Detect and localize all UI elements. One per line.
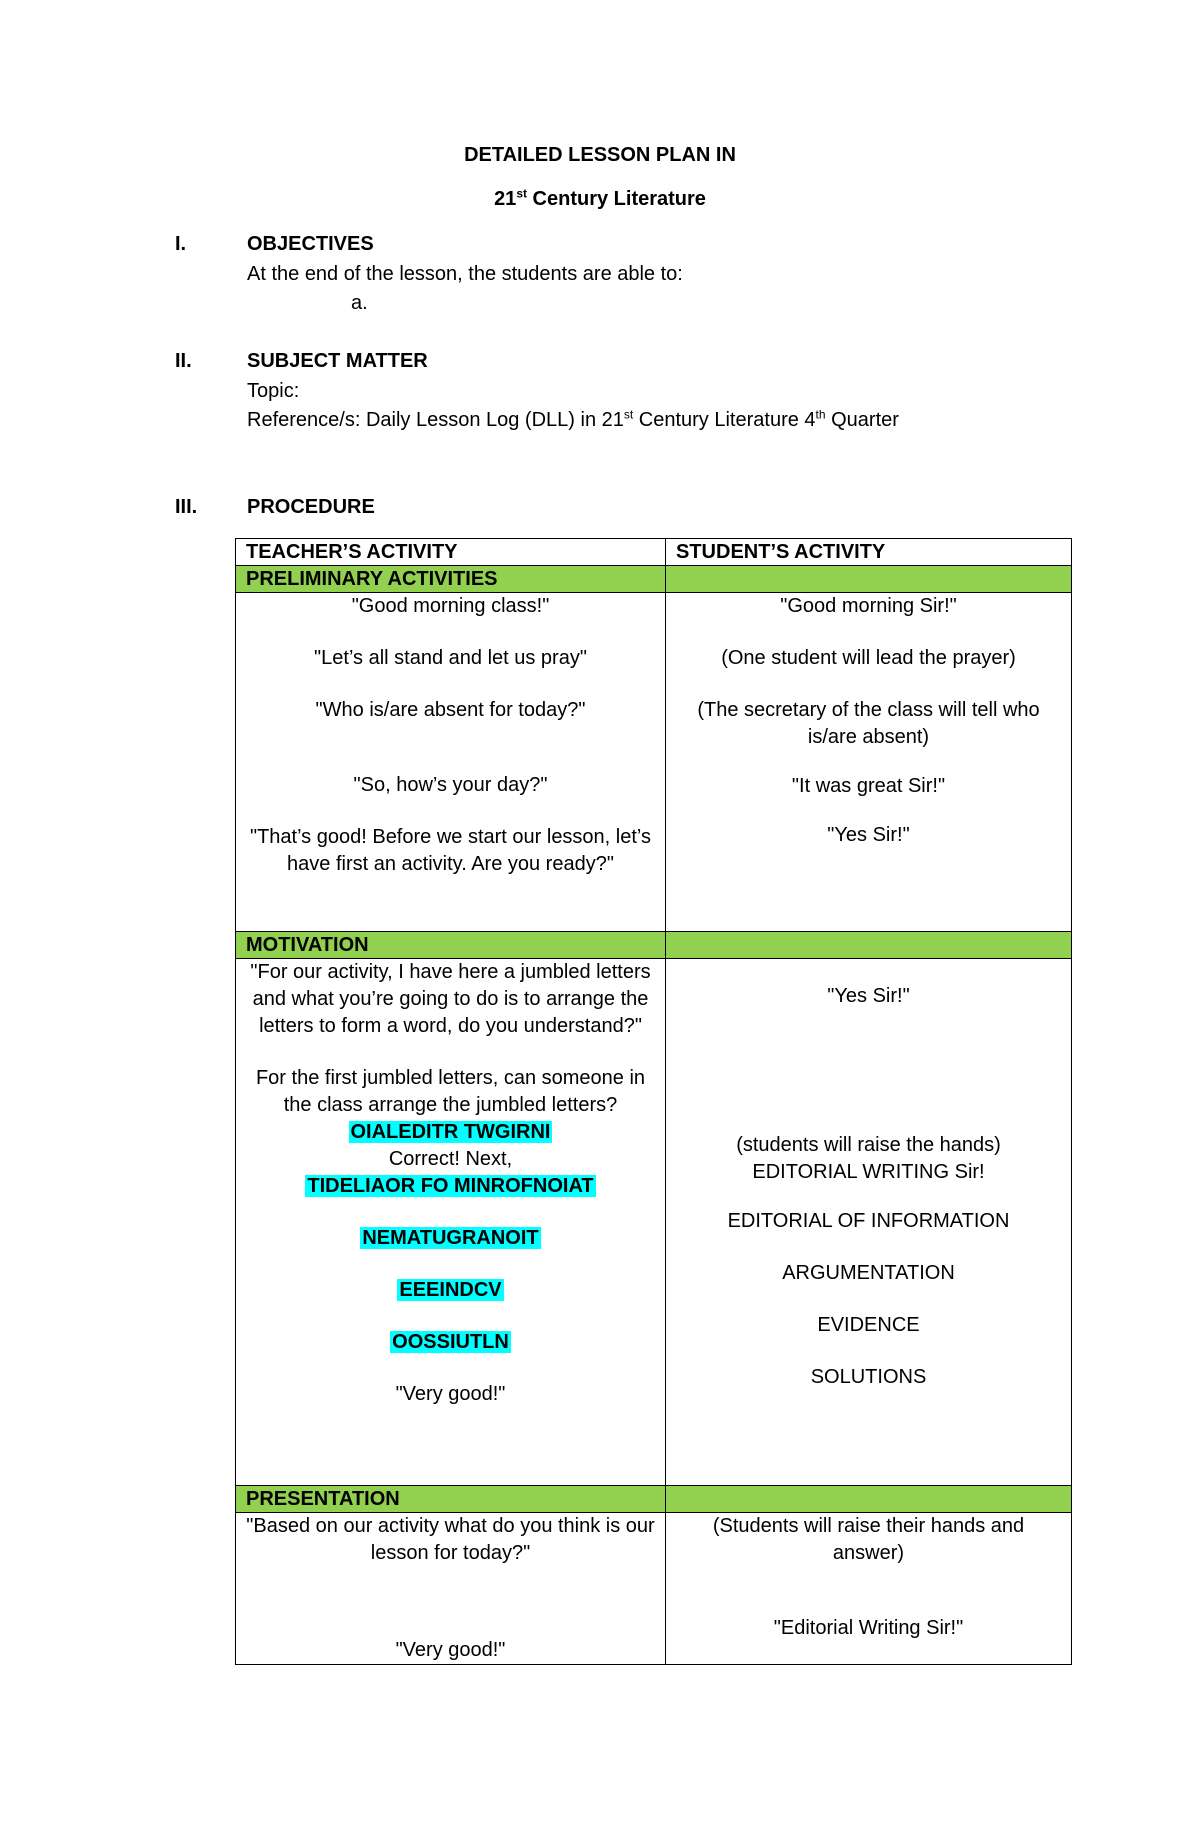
- presentation-teacher-line: "Very good!": [395, 1639, 506, 1661]
- presentation-label: PRESENTATION: [236, 1486, 666, 1513]
- preliminary-row: [236, 593, 1072, 932]
- section-number-3: III.: [175, 496, 198, 518]
- reference-line: [247, 409, 899, 432]
- reference-text-a: Reference/s: Daily Lesson Log (DLL) in 21: [247, 409, 624, 431]
- presentation-band-empty: [666, 1486, 1072, 1513]
- motivation-student-line: EVIDENCE: [817, 1314, 920, 1336]
- preliminary-label: PRELIMINARY ACTIVITIES: [236, 566, 666, 593]
- section-number-1: I.: [175, 233, 187, 255]
- preliminary-teacher-line: "Let’s all stand and let us pray": [314, 647, 587, 669]
- student-activity-header: STUDENT’S ACTIVITY: [666, 539, 1072, 566]
- motivation-student-line: "Yes Sir!": [827, 985, 910, 1007]
- subtitle-ordinal: st: [516, 186, 527, 201]
- jumbled-word-3: NEMATUGRANOIT: [362, 1227, 539, 1249]
- preliminary-student-line: "Good morning Sir!": [780, 595, 957, 617]
- motivation-student-line: ARGUMENTATION: [782, 1262, 955, 1284]
- subtitle-number: 21: [494, 188, 517, 210]
- presentation-row: [236, 1513, 1072, 1665]
- objectives-intro: At the end of the lesson, the students are able to:: [247, 263, 683, 285]
- preliminary-band: [236, 566, 1072, 593]
- motivation-teacher-line: For the first jumbled letters, can someone in the class arrange the jumbled letters?: [255, 1067, 646, 1116]
- motivation-student-line: (students will raise the hands) EDITORIAL WRITING Sir!: [736, 1134, 1001, 1183]
- motivation-teacher-line: "For our activity, I have here a jumbled letters and what you’re going to do is to arrange the letters to form a word, do you understand?": [250, 961, 651, 1037]
- presentation-student-line: (Students will raise their hands and answer): [712, 1515, 1025, 1564]
- subtitle-rest: Century Literature: [526, 188, 706, 210]
- motivation-student-line: SOLUTIONS: [810, 1366, 927, 1388]
- presentation-teacher-cell: [236, 1513, 666, 1665]
- preliminary-teacher-line: "Who is/are absent for today?": [315, 699, 586, 721]
- preliminary-teacher-line: "Good morning class!": [351, 595, 550, 617]
- preliminary-teacher-line: "That’s good! Before we start our lesson, let’s have first an activity. Are you ready?": [249, 826, 651, 875]
- presentation-band: [236, 1486, 1072, 1513]
- preliminary-student-line: "It was great Sir!": [791, 775, 946, 797]
- document-subtitle: [0, 188, 1200, 211]
- motivation-teacher-line: Correct! Next,: [388, 1148, 513, 1170]
- procedure-table: [235, 538, 1072, 1665]
- table-header-row: [236, 539, 1072, 566]
- presentation-student-cell: [666, 1513, 1072, 1665]
- jumbled-word-2: TIDELIAOR FO MINROFNOIAT: [307, 1175, 594, 1197]
- reference-text-b: Century Literature 4: [633, 409, 816, 431]
- document-title: DETAILED LESSON PLAN IN: [464, 144, 736, 166]
- jumbled-word-5: OOSSIUTLN: [392, 1331, 509, 1353]
- section-number-2: II.: [175, 350, 192, 372]
- objectives-heading: OBJECTIVES: [247, 233, 374, 255]
- motivation-row: [236, 959, 1072, 1486]
- procedure-heading: PROCEDURE: [247, 496, 375, 518]
- preliminary-student-line: "Yes Sir!": [827, 824, 910, 846]
- jumbled-word-4: EEEINDCV: [399, 1279, 502, 1301]
- motivation-band-empty: [666, 932, 1072, 959]
- reference-text-c: Quarter: [825, 409, 899, 431]
- motivation-teacher-cell: [236, 959, 666, 1486]
- presentation-teacher-line: "Based on our activity what do you think is our lesson for today?": [246, 1515, 655, 1564]
- preliminary-teacher-line: "So, how’s your day?": [353, 774, 548, 796]
- preliminary-student-cell: [666, 593, 1072, 932]
- reference-sup-th: th: [815, 407, 826, 422]
- motivation-band: [236, 932, 1072, 959]
- subject-matter-heading: SUBJECT MATTER: [247, 350, 428, 372]
- presentation-student-line: "Editorial Writing Sir!": [773, 1617, 964, 1639]
- preliminary-band-empty: [666, 566, 1072, 593]
- motivation-student-line: EDITORIAL OF INFORMATION: [727, 1210, 1010, 1232]
- preliminary-teacher-cell: [236, 593, 666, 932]
- jumbled-word-1: OIALEDITR TWGIRNI: [350, 1121, 551, 1143]
- preliminary-student-line: (One student will lead the prayer): [721, 647, 1016, 669]
- topic-line: Topic:: [247, 380, 300, 402]
- teacher-activity-header: TEACHER’S ACTIVITY: [236, 539, 666, 566]
- objective-item-a: a.: [351, 292, 368, 314]
- motivation-student-cell: [666, 959, 1072, 1486]
- motivation-label: MOTIVATION: [236, 932, 666, 959]
- motivation-teacher-line: "Very good!": [395, 1383, 506, 1405]
- preliminary-student-line: (The secretary of the class will tell who is/are absent): [697, 699, 1040, 748]
- reference-sup-st: st: [623, 407, 634, 422]
